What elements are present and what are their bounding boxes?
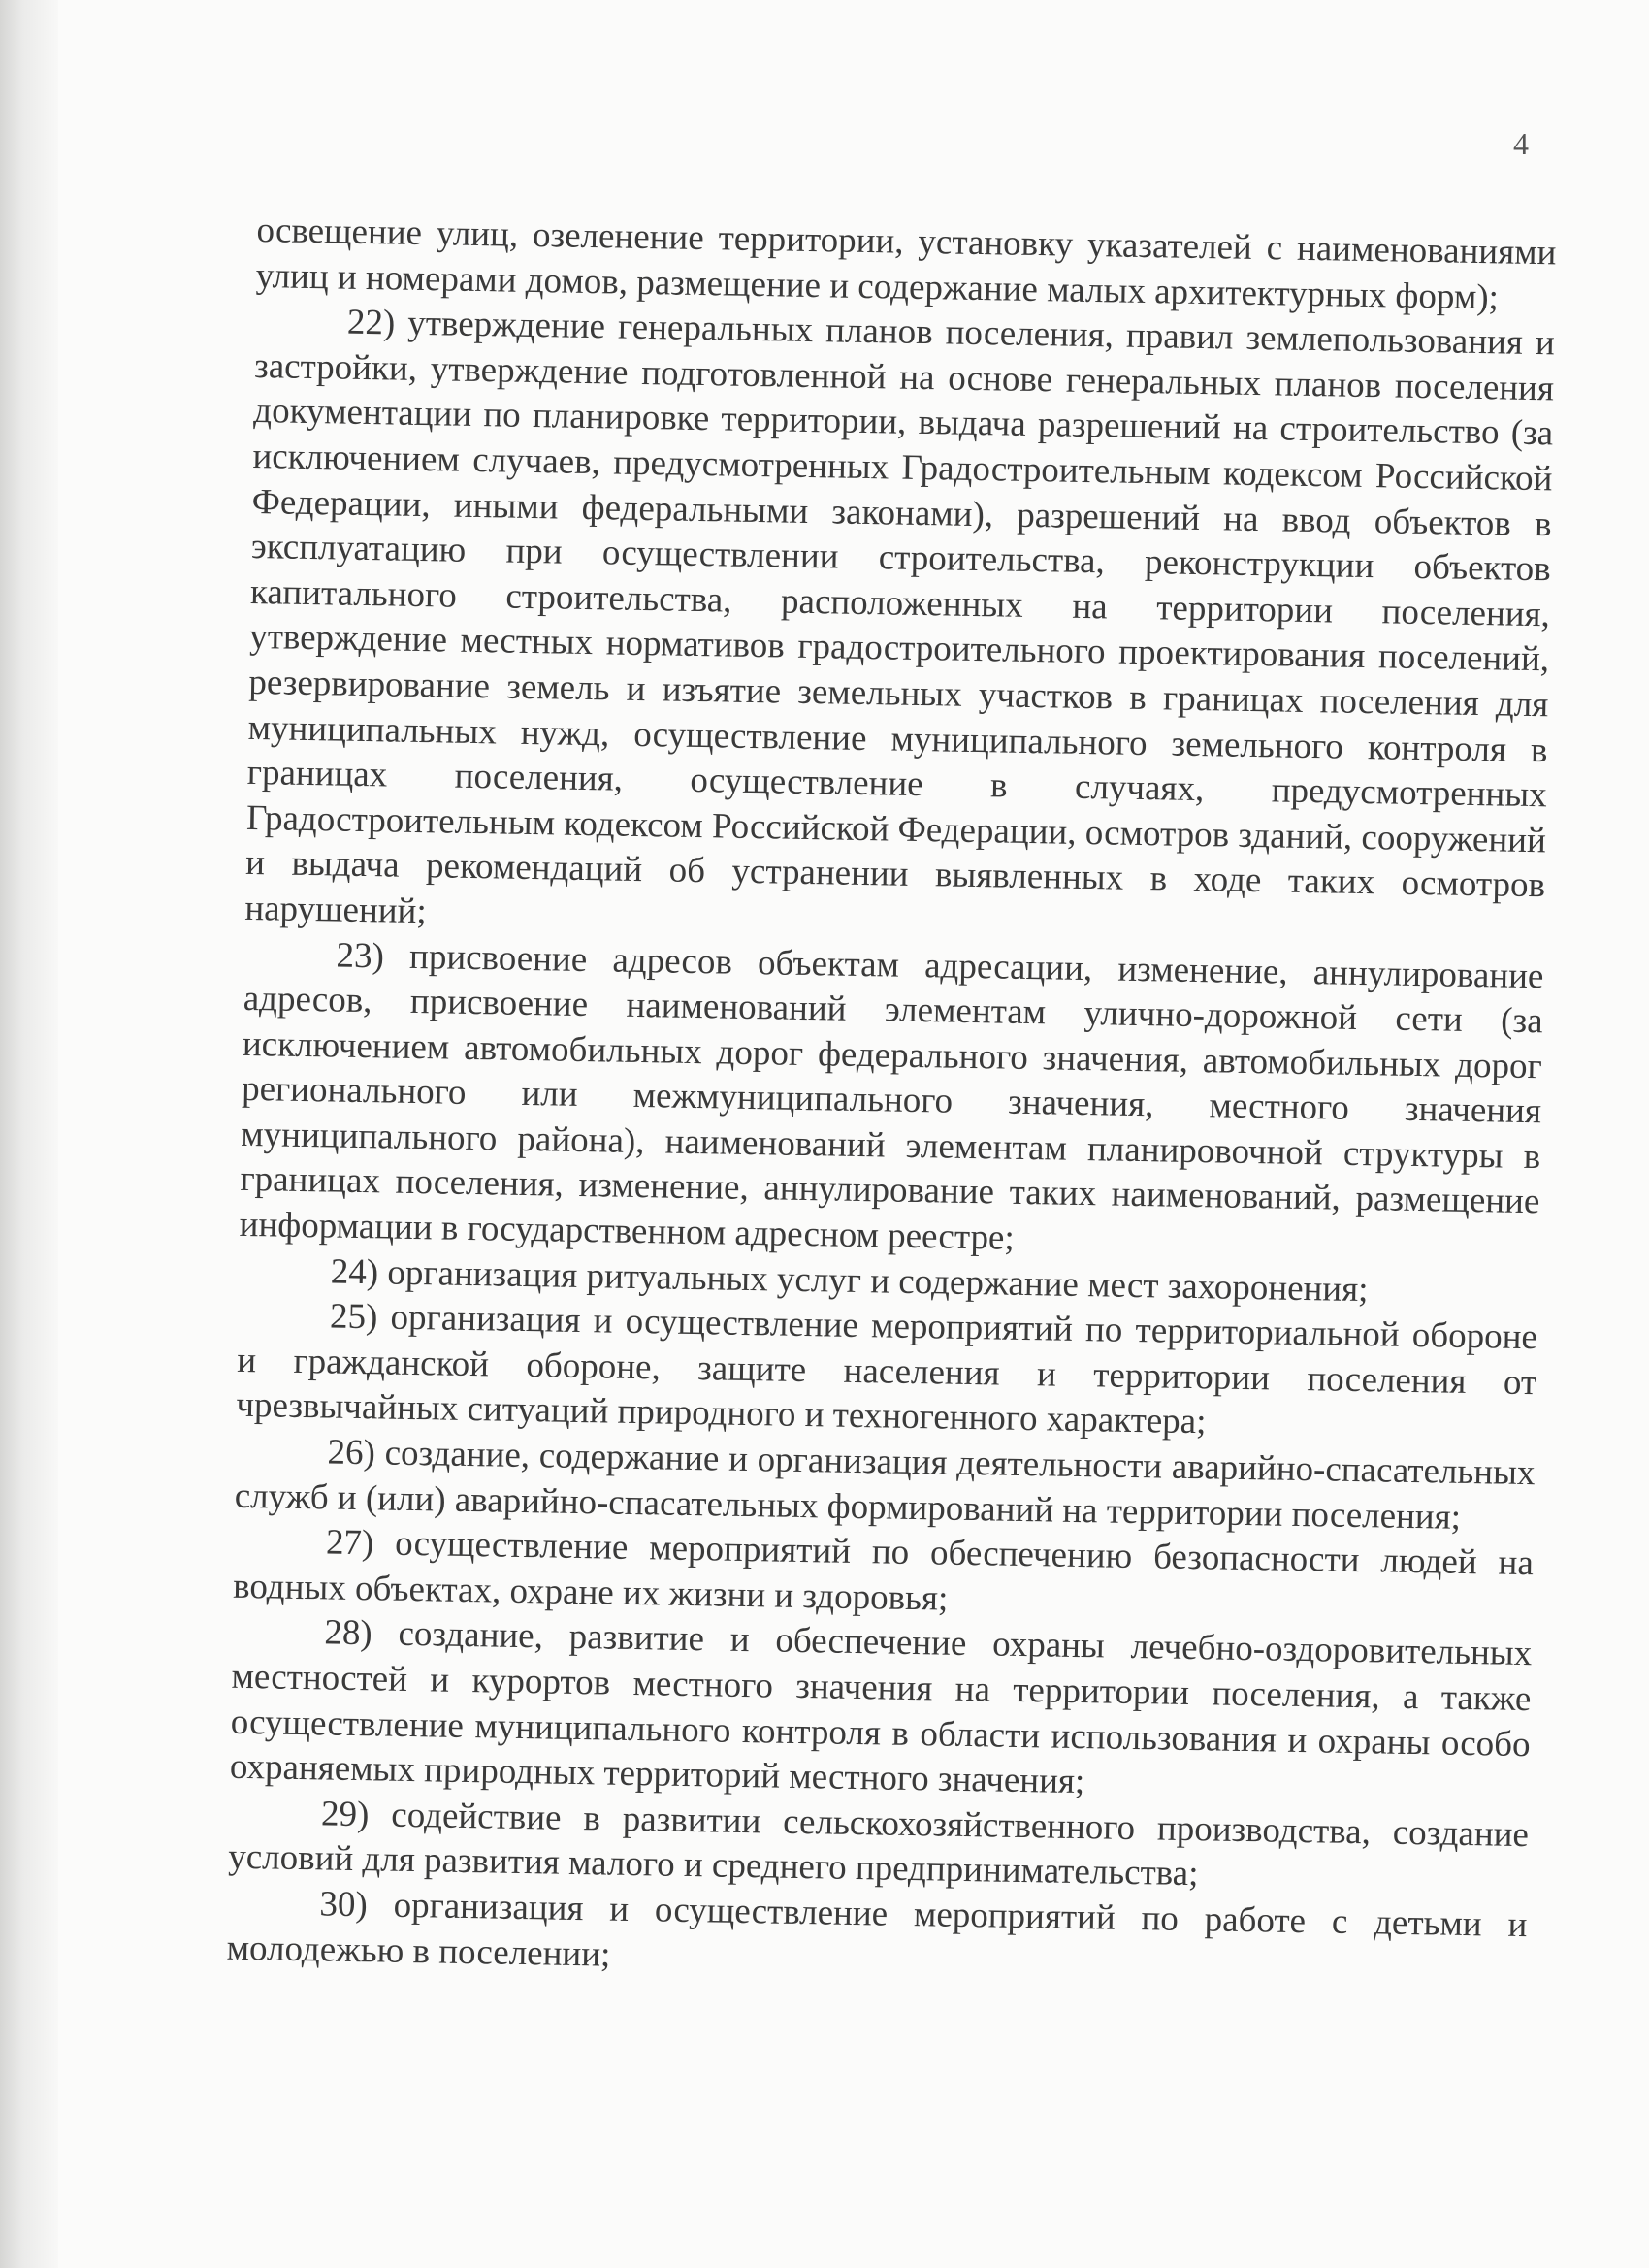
scan-edge-shadow bbox=[0, 0, 58, 2268]
paragraph-item-28: 28) создание, развитие и обеспечение охраны лечебно-оздоровительных местностей и курортов местного значения на территории поселения, а также осуществление муниципального контроля в области использования и охраны особо охраняемых природных территорий местного значения; bbox=[229, 1612, 1533, 1802]
paragraph-continuation: освещение улиц, озеленение территории, установку указателей с наименованиями улиц и номерами домов, размещение и содержание малых архитектурных форм); bbox=[255, 210, 1557, 317]
paragraph-item-24: 24) организация ритуальных услуг и содержание мест захоронения; bbox=[330, 1251, 1369, 1310]
document-body bbox=[226, 209, 1557, 1993]
paragraph-item-22: 22) утверждение генеральных планов поселения, правил землепользования и застройки, утверждение подготовленной на основе генеральных планов поселения документации по планировке территории, выдача разрешений на строительство (за исключением случаев, предусмотренных Градостроительным кодексом Российской Федерации, иными федеральными законами), разрешений на ввод объектов в эксплуатацию при осуществлении строительства, реконструкции объектов капитального строительства, расположенных на территории поселения, утверждение местных нормативов градостроительного проектирования поселений, резервирование земель и изъятие земельных участков в границах поселения для муниципальных нужд, осуществление муниципального земельного контроля в границах поселения, осуществление в случаях, предусмотренных Градостроительным кодексом Российской Федерации, осмотров зданий, сооружений и выдача рекомендаций об устранении выявленных в ходе таких осмотров нарушений; bbox=[244, 302, 1556, 932]
paragraph-item-29: 29) содействие в развитии сельскохозяйственного производства, создание условий для развития малого и среднего предпринимательства; bbox=[227, 1794, 1530, 1895]
paragraph-item-25: 25) организация и осуществление мероприятий по территориальной обороне и гражданской обороне, защите населения и территории поселения от чрезвычайных ситуаций природного и техногенного характера; bbox=[236, 1296, 1538, 1442]
page-number: 4 bbox=[1513, 126, 1529, 161]
paragraph-item-23: 23) присвоение адресов объектам адресации, изменение, аннулирование адресов, присвоение наименований элементам улично-дорожной сети (за исключением автомобильных дорог федерального значения, автомобильных дорог регионального или межмуниципального значения, местного значения муниципального района), наименований элементам планировочной структуры в границах поселения, изменение, аннулирование таких наименований, размещение информации в государственном адресном реестре; bbox=[239, 935, 1544, 1258]
paragraph-item-26: 26) создание, содержание и организация деятельности аварийно-спасательных служб и (или) аварийно-спасательных формирований на территории поселения; bbox=[234, 1432, 1536, 1538]
paragraph-item-27: 27) осуществление мероприятий по обеспечению безопасности людей на водных объектах, охране их жизни и здоровья; bbox=[232, 1522, 1535, 1619]
paragraph-item-30: 30) организация и осуществление мероприятий по работе с детьми и молодежью в поселении; bbox=[226, 1884, 1528, 1975]
